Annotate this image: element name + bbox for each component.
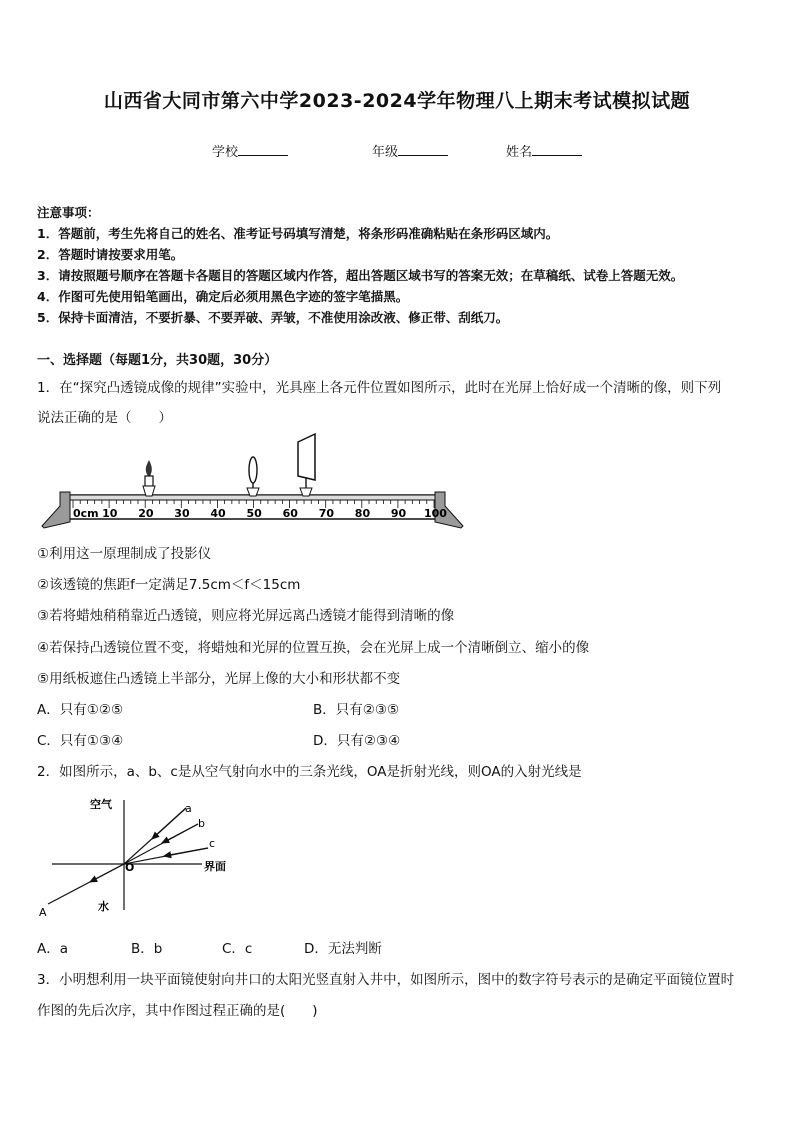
bench-tick-label: 30 xyxy=(174,507,190,520)
school-label: 学校 xyxy=(212,145,239,160)
optical-bench-figure xyxy=(40,430,470,530)
note-item: 1．答题前，考生先将自己的姓名、准考证号码填写清楚，将条形码准确粘贴在条形码区域内。 xyxy=(37,226,559,241)
name-field[interactable] xyxy=(506,141,582,160)
q1-statement-3: ③若将蜡烛稍稍靠近凸透镜，则应将光屏远离凸透镜才能得到清晰的像 xyxy=(37,608,455,624)
q1-statement-5: ⑤用纸板遮住凸透镜上半部分，光屏上像的大小和形状都不变 xyxy=(37,671,401,687)
label-a-point: A xyxy=(39,906,47,919)
grade-blank[interactable] xyxy=(398,143,448,156)
bench-tick-label: 60 xyxy=(282,507,298,520)
bench-tick-label: 80 xyxy=(354,507,371,520)
q1-option-d[interactable]: D．只有②③④ xyxy=(313,733,401,749)
bench-tick-label: 20 xyxy=(138,507,154,520)
note-item: 2．答题时请按要求用笔。 xyxy=(37,247,184,262)
candle xyxy=(143,460,155,496)
label-ray-b: b xyxy=(198,817,205,830)
name-label: 姓名 xyxy=(506,145,533,160)
school-blank[interactable] xyxy=(238,143,288,156)
section-heading: 一、选择题（每题1分，共30题，30分） xyxy=(37,353,278,368)
bench-tick-label: 50 xyxy=(246,507,262,520)
bench-tick-label: 70 xyxy=(318,507,335,520)
q2-stem: 2．如图所示，a、b、c是从空气射向水中的三条光线，OA是折射光线，则OA的入射光线是 xyxy=(37,764,582,780)
q1-statement-2: ②该透镜的焦距f一定满足7.5cm＜f＜15cm xyxy=(37,577,301,593)
q1-stem-line1: 1．在“探究凸透镜成像的规律”实验中，光具座上各元件位置如图所示，此时在光屏上恰好成一个清晰的像，则下列 xyxy=(37,380,722,396)
label-ray-a: a xyxy=(185,802,192,815)
notes-heading: 注意事项： xyxy=(37,205,100,220)
q2-option-c[interactable]: C．c xyxy=(222,941,253,957)
name-blank[interactable] xyxy=(532,143,582,156)
q2-option-d[interactable]: D．无法判断 xyxy=(304,941,382,957)
school-field[interactable] xyxy=(212,141,288,160)
note-item: 3．请按照题号顺序在答题卡各题目的答题区域内作答，超出答题区域书写的答案无效；在草稿纸、试卷上答题无效。 xyxy=(37,268,684,283)
label-interface: 界面 xyxy=(204,860,226,873)
bench-unit-label: 0cm xyxy=(73,507,99,520)
convex-lens xyxy=(247,457,259,496)
note-item: 5．保持卡面清洁，不要折暴、不要弄破、弄皱，不准使用涂改液、修正带、刮纸刀。 xyxy=(37,310,509,325)
bench-left-support xyxy=(42,492,70,528)
grade-label: 年级 xyxy=(372,145,399,160)
q1-option-b[interactable]: B．只有②③⑤ xyxy=(313,702,400,718)
label-ray-c: c xyxy=(209,837,216,850)
refraction-figure xyxy=(34,790,244,920)
bench-tick-label: 10 xyxy=(102,507,118,520)
bench-tick-label: 100 xyxy=(424,507,447,520)
bench-tick-label: 40 xyxy=(210,507,226,520)
label-water: 水 xyxy=(98,900,109,913)
label-origin: O xyxy=(125,861,135,874)
q2-option-b[interactable]: B．b xyxy=(131,941,163,957)
q1-statement-4: ④若保持凸透镜位置不变，将蜡烛和光屏的位置互换，会在光屏上成一个清晰倒立、缩小的像 xyxy=(37,640,590,656)
bench-tick-label: 90 xyxy=(390,507,407,520)
label-air: 空气 xyxy=(90,798,112,811)
q3-stem-line1: 3．小明想利用一块平面镜使射向井口的太阳光竖直射入井中，如图所示，图中的数字符号表示的是确定平面镜位置时 xyxy=(37,972,735,988)
q1-option-a[interactable]: A．只有①②⑤ xyxy=(37,702,124,718)
note-item: 4．作图可先使用铅笔画出，确定后必须用黑色字迹的签字笔描黑。 xyxy=(37,289,409,304)
q1-stem-line2: 说法正确的是（ ） xyxy=(37,410,172,426)
q1-statement-1: ①利用这一原理制成了投影仪 xyxy=(37,546,212,562)
q2-option-a[interactable]: A．a xyxy=(37,941,69,957)
q3-stem-line2: 作图的先后次序，其中作图过程正确的是( ) xyxy=(37,1003,318,1019)
page-title: 山西省大同市第六中学2023-2024学年物理八上期末考试模拟试题 xyxy=(103,90,691,112)
light-screen xyxy=(298,434,315,496)
grade-field[interactable] xyxy=(372,141,448,160)
q1-option-c[interactable]: C．只有①③④ xyxy=(37,733,124,749)
